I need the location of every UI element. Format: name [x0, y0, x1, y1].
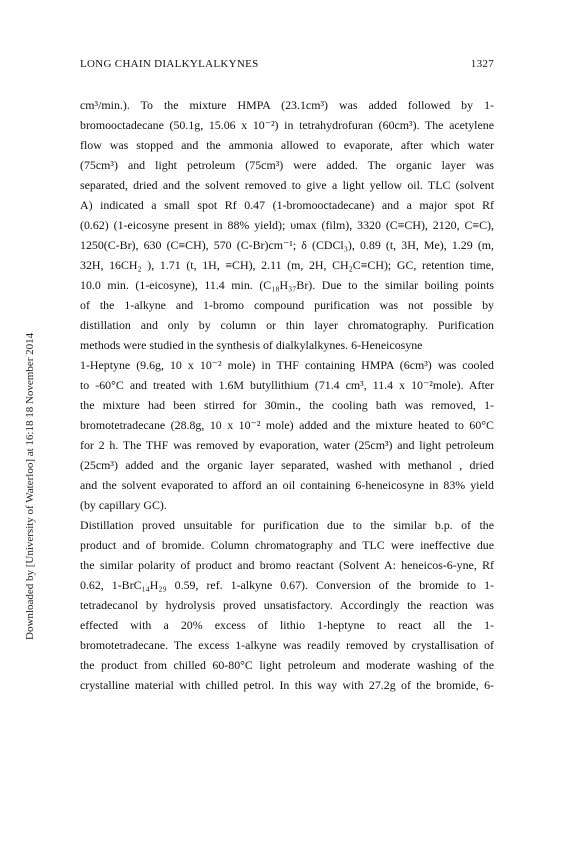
text-line: A) indicated a small spot Rf 0.47 (1-bromooctadecane) and a major spot Rf	[80, 198, 494, 212]
text-line: cm³/min.). To the mixture HMPA (23.1cm³) was added followed by 1-	[80, 98, 494, 112]
body-text	[80, 95, 494, 695]
text-line: effected with a 20% excess of lithio 1-heptyne to react all the 1-	[80, 618, 494, 632]
text-line: bromotetradecane (28.8g, 10 x 10⁻² mole) added and the mixture heated to 60°C	[80, 418, 494, 432]
page-number: 1327	[470, 58, 494, 70]
text-line: separated, dried and the solvent removed to give a light yellow oil. TLC (solvent	[80, 178, 494, 192]
text-line: to -60°C and treated with 1.6M butyllithium (71.4 cm³, 11.4 x 10⁻²mole). After	[80, 378, 494, 392]
text-line: the mixture had been stirred for 30min., the cooling bath was removed, 1-	[80, 398, 494, 412]
text-line: distillation and only by column or thin layer chromatography. Purification	[80, 318, 494, 332]
text-line: flow was stopped and the ammonia allowed to evaporate, after which water	[80, 138, 494, 152]
download-watermark: Downloaded by [University of Waterloo] at 16:18 18 November 2014	[24, 332, 36, 640]
text-line: 1-Heptyne (9.6g, 10 x 10⁻² mole) in THF containing HMPA (6cm³) was cooled	[80, 358, 494, 372]
text-line: for 2 h. The THF was removed by evaporation, water (25cm³) and light petroleum	[80, 438, 494, 452]
text-line: 10.0 min. (1-eicosyne), 11.4 min. (C₁₈H₃₇Br). Due to the similar boiling points	[80, 278, 494, 292]
text-line: (25cm³) added and the organic layer separated, washed with methanol , dried	[80, 458, 494, 472]
text-line: (75cm³) and light petroleum (75cm³) were added. The organic layer was	[80, 158, 494, 172]
text-line: 32H, 16CH₂ ), 1.71 (t, 1H, ≡CH), 2.11 (m, 2H, CH₂C≡CH); GC, retention time,	[80, 258, 494, 272]
text-line: tetradecanol by hydrolysis proved unsatisfactory. Accordingly the reaction was	[80, 598, 494, 612]
running-header	[80, 58, 494, 70]
text-line: 0.62, 1-BrC₁₄H₂₉ 0.59, ref. 1-alkyne 0.67). Conversion of the bromide to 1-	[80, 578, 494, 592]
text-line: bromotetradecane. The excess 1-alkyne was readily removed by crystallisation of	[80, 638, 494, 652]
text-line: product and of bromide. Column chromatography and TLC were ineffective due	[80, 538, 494, 552]
text-line: and the solvent evaporated to afford an oil containing 6-heneicosyne in 83% yield	[80, 478, 494, 492]
text-line: bromooctadecane (50.1g, 15.06 x 10⁻²) in tetrahydrofuran (60cm³). The acetylene	[80, 118, 494, 132]
text-line: the similar polarity of product and bromo reactant (Solvent A: heneicos-6-yne, Rf	[80, 558, 494, 572]
text-line: (0.62) (1-eicosyne present in 88% yield); υmax (film), 3320 (C≡CH), 2120, C≡C),	[80, 218, 494, 232]
text-line: Distillation proved unsuitable for purification due to the similar b.p. of the	[80, 518, 494, 532]
running-title: LONG CHAIN DIALKYLALKYNES	[80, 58, 259, 70]
text-line: methods were studied in the synthesis of dialkylalkynes. 6-Heneicosyne	[80, 338, 423, 352]
text-line: of the 1-alkyne and 1-bromo compound purification was not possible by	[80, 298, 494, 312]
text-line: 1250(C-Br), 630 (C≡CH), 570 (C-Br)cm⁻¹; δ (CDCl₃), 0.89 (t, 3H, Me), 1.29 (m,	[80, 238, 494, 252]
text-line: (by capillary GC).	[80, 498, 167, 512]
text-line: crystalline material with chilled petrol. In this way with 27.2g of the bromide, 6-	[80, 678, 494, 692]
text-line: the product from chilled 60-80°C light petroleum and moderate washing of the	[80, 658, 494, 672]
